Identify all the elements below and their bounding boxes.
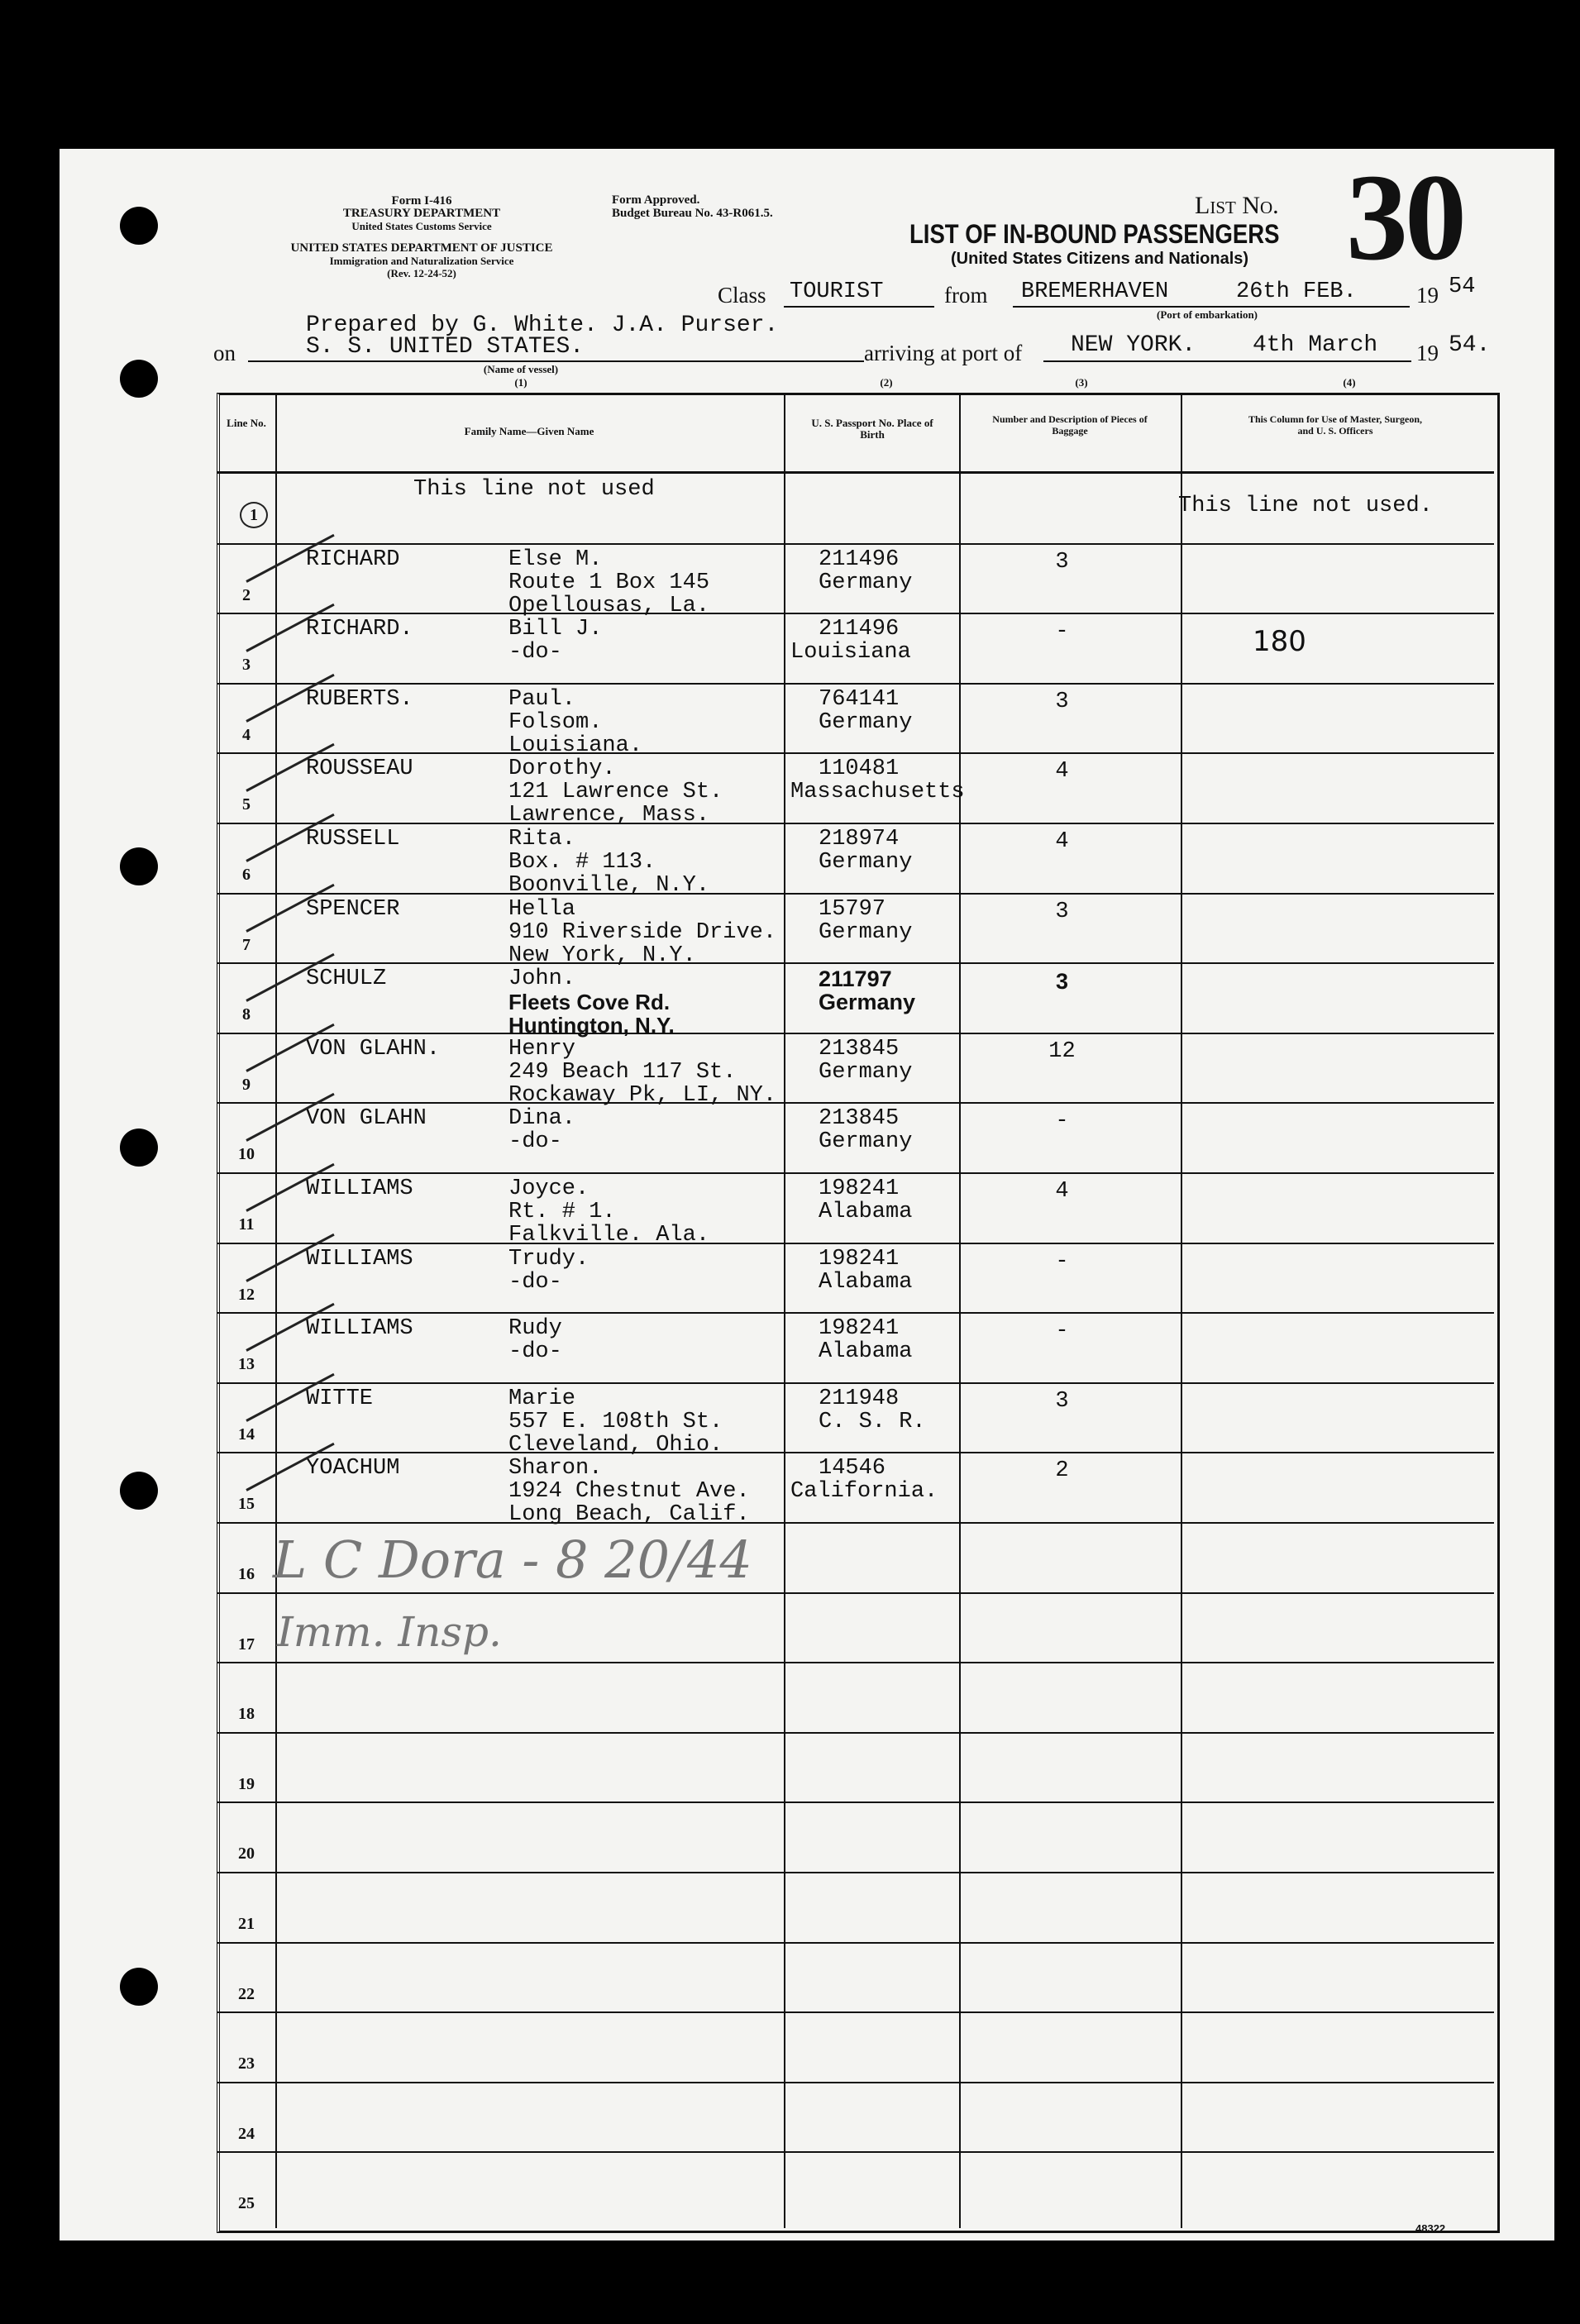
line-number: 6	[242, 866, 251, 884]
line-number: 20	[238, 1844, 255, 1863]
given-name-line: Marie	[508, 1386, 576, 1411]
family-name: YOACHUM	[306, 1456, 400, 1482]
passport-birthplace: Alabama	[819, 1339, 913, 1365]
col1-number: (1)	[514, 376, 527, 389]
given-name-line: 557 E. 108th St.	[508, 1409, 723, 1434]
given-name-line: Else M.	[508, 546, 603, 572]
passport-birthplace: Massachusetts	[790, 780, 965, 805]
row-rule	[217, 683, 1494, 685]
from-label: from	[944, 283, 988, 308]
arriving-label: arriving at port of	[864, 341, 1023, 365]
given-name-line: Boonville, N.Y.	[508, 873, 710, 898]
passport-birthplace: Germany	[819, 1059, 913, 1085]
departure-year: 54	[1449, 274, 1476, 299]
line-number: 21	[238, 1915, 255, 1933]
line-number: 10	[238, 1145, 255, 1164]
passport-birthplace: 211948	[819, 1386, 900, 1411]
class-underline	[784, 306, 934, 308]
family-name: RUSSELL	[306, 827, 400, 852]
baggage-count: -	[1055, 619, 1069, 645]
line-number: 19	[238, 1774, 255, 1793]
line-number: 24	[238, 2124, 255, 2143]
row-rule	[217, 1801, 1494, 1803]
line-number: 12	[238, 1285, 255, 1304]
given-name-line: Dorothy.	[508, 756, 616, 782]
row-rule	[217, 613, 1494, 614]
row-rule	[217, 1033, 1494, 1034]
baggage-count: 3	[1055, 689, 1069, 714]
row-rule	[217, 1452, 1494, 1453]
binder-hole	[120, 1472, 158, 1510]
line-number: 17	[238, 1634, 255, 1654]
col4-number: (4)	[1343, 376, 1356, 389]
passport-birthplace: Germany	[819, 1129, 913, 1155]
family-name: WILLIAMS	[306, 1316, 413, 1342]
baggage-count: 3	[1055, 899, 1069, 924]
given-name-line: Rockaway Pk, LI, NY.	[508, 1082, 777, 1108]
family-name: RICHARD	[306, 546, 400, 572]
passport-birthplace: 211797	[819, 966, 892, 992]
row-rule	[217, 1592, 1494, 1594]
row-rule	[217, 962, 1494, 964]
line-number: 8	[242, 1005, 251, 1024]
row-rule	[217, 893, 1494, 895]
family-name: VON GLAHN.	[306, 1036, 441, 1062]
inspector-title: Imm. Insp.	[277, 1608, 502, 1656]
header-line-no: Line No.	[227, 417, 266, 429]
baggage-count: 4	[1055, 759, 1069, 785]
given-name-line: Dina.	[508, 1106, 576, 1132]
passport-birthplace: 764141	[819, 686, 900, 712]
form-subtitle: (United States Citizens and Nationals)	[951, 250, 1249, 268]
passport-birthplace: 211496	[819, 546, 900, 572]
given-name-line: Rt. # 1.	[508, 1200, 616, 1224]
given-name-line: Opellousas, La.	[508, 593, 710, 618]
col-divider	[1181, 393, 1182, 2228]
embark-note: (Port of embarkation)	[1156, 308, 1258, 321]
binder-hole	[120, 1129, 158, 1167]
baggage-count: -	[1055, 1319, 1069, 1344]
row-rule	[217, 1872, 1494, 1873]
row-rule	[217, 1522, 1494, 1524]
from-value: BREMERHAVEN	[1021, 279, 1169, 304]
header-rule	[217, 471, 1494, 474]
given-name-line: Joyce.	[508, 1176, 590, 1201]
given-name-line: Rudy	[508, 1316, 562, 1342]
family-name: RUBERTS.	[306, 686, 413, 712]
family-name: VON GLAHN	[306, 1106, 427, 1132]
line-number: 1	[240, 502, 268, 528]
prepared-by: Prepared by G. White. J.A. Purser.	[306, 313, 779, 338]
baggage-count: -	[1055, 1248, 1069, 1274]
line-number: 16	[238, 1565, 255, 1583]
family-name: WITTE	[306, 1386, 374, 1411]
given-name-line: This line not used	[413, 477, 655, 502]
header-passport: U. S. Passport No. Place of Birth	[811, 417, 933, 441]
given-name-line: -do-	[508, 640, 562, 666]
passport-birthplace: Germany	[819, 709, 913, 735]
given-name-line: Lawrence, Mass.	[508, 803, 710, 828]
form-revision: (Rev. 12-24-52)	[387, 267, 456, 279]
passport-birthplace: 213845	[819, 1106, 900, 1132]
on-label: on	[213, 341, 236, 365]
row-rule	[217, 1662, 1494, 1663]
passport-birthplace: Germany	[819, 850, 913, 875]
family-name: WILLIAMS	[306, 1176, 413, 1201]
vessel-note: (Name of vessel)	[483, 363, 559, 375]
treasury-dept: TREASURY DEPARTMENT	[342, 207, 501, 220]
line-number: 7	[242, 935, 251, 954]
budget-bureau: Budget Bureau No. 43-R061.5.	[612, 207, 773, 220]
passport-birthplace: 198241	[819, 1246, 900, 1272]
given-name-line: Henry	[508, 1036, 576, 1062]
line-number: 11	[238, 1215, 255, 1234]
baggage-count: -	[1055, 1109, 1069, 1134]
passport-birthplace: 15797	[819, 896, 886, 922]
passport-birthplace: 14546	[819, 1456, 886, 1482]
year-prefix-arrive: 19	[1416, 341, 1439, 365]
row-rule	[217, 1382, 1494, 1384]
footer-code: 48322	[1415, 2222, 1446, 2235]
given-name-line: Trudy.	[508, 1246, 590, 1272]
given-name-line: Long Beach, Calif.	[508, 1502, 750, 1528]
inspector-signature: L C Dora - 8 20/44	[273, 1529, 752, 1590]
baggage-count: 2	[1055, 1458, 1069, 1484]
row-rule	[217, 2011, 1494, 2013]
given-name-line: Fleets Cove Rd.	[508, 990, 671, 1015]
year-prefix-from: 19	[1416, 283, 1439, 308]
given-name-line: Route 1 Box 145	[508, 570, 710, 595]
col-divider	[275, 393, 277, 2228]
col-divider	[959, 393, 961, 2228]
col3-number: (3)	[1075, 376, 1088, 389]
departure-date: 26th FEB.	[1236, 279, 1357, 304]
arrival-year: 54.	[1449, 332, 1491, 358]
row-rule	[217, 1312, 1494, 1314]
passport-birthplace: Alabama	[819, 1269, 913, 1295]
line-number: 9	[242, 1075, 251, 1094]
header-baggage: Number and Description of Pieces of Baggage	[992, 413, 1148, 437]
given-name-line: Falkville. Ala.	[508, 1223, 710, 1248]
family-name: ROUSSEAU	[306, 756, 413, 782]
col2-number: (2)	[880, 376, 893, 389]
vessel-name: S. S. UNITED STATES.	[306, 334, 585, 360]
line-number: 22	[238, 1984, 255, 2003]
line-number: 15	[238, 1495, 255, 1514]
baggage-count: 4	[1055, 829, 1069, 854]
given-name-line: Cleveland, Ohio.	[508, 1432, 723, 1458]
given-name-line: Box. # 113.	[508, 850, 656, 875]
from-underline	[1013, 306, 1410, 308]
port-underline	[1043, 360, 1411, 362]
family-name: SPENCER	[306, 896, 400, 922]
passport-birthplace: Louisiana	[790, 640, 911, 666]
row-rule	[217, 752, 1494, 754]
row-rule	[217, 543, 1494, 545]
header-officers: This Column for Use of Master, Surgeon, and U. S. Officers	[1248, 413, 1422, 437]
passport-birthplace: 110481	[819, 756, 900, 782]
list-number: 30	[1346, 149, 1463, 286]
header-name: Family Name—Given Name	[464, 425, 594, 437]
row-rule	[217, 1732, 1494, 1734]
list-no-label: List No.	[1195, 192, 1279, 219]
row-rule	[217, 2082, 1494, 2083]
passport-birthplace: 218974	[819, 827, 900, 852]
customs-service: United States Customs Service	[351, 220, 492, 232]
baggage-count: 3	[1055, 1388, 1069, 1414]
passport-birthplace: Germany	[819, 570, 913, 595]
given-name-line: Folsom.	[508, 709, 603, 735]
baggage-count: 3	[1055, 969, 1069, 995]
passport-birthplace: C. S. R.	[819, 1409, 926, 1434]
passport-birthplace: Germany	[819, 990, 916, 1015]
given-name-line: New York, N.Y.	[508, 942, 696, 968]
vessel-underline	[248, 360, 864, 362]
given-name-line: -do-	[508, 1129, 562, 1155]
passport-birthplace: Germany	[819, 919, 913, 945]
baggage-count: 4	[1055, 1179, 1069, 1204]
ins-service: Immigration and Naturalization Service	[329, 255, 514, 267]
line-number: 5	[242, 795, 251, 814]
class-label: Class	[718, 283, 766, 308]
binder-hole	[120, 207, 158, 245]
given-name-line: Paul.	[508, 686, 576, 712]
line-number: 13	[238, 1355, 255, 1374]
passport-birthplace: 213845	[819, 1036, 900, 1062]
class-value: TOURIST	[790, 279, 884, 304]
passport-birthplace: California.	[790, 1479, 938, 1505]
line-number: 4	[242, 725, 251, 744]
line-number: 2	[242, 585, 251, 604]
given-name-line: -do-	[508, 1269, 562, 1295]
baggage-count: 12	[1048, 1038, 1076, 1064]
passport-birthplace: Alabama	[819, 1200, 913, 1224]
line-number: 25	[238, 2194, 255, 2213]
row-rule	[217, 1942, 1494, 1944]
row-rule	[217, 2151, 1494, 2153]
arrival-date: 4th March	[1253, 332, 1378, 358]
line-number: 3	[242, 656, 251, 675]
row-rule	[217, 1243, 1494, 1244]
line-number: 23	[238, 2054, 255, 2073]
given-name-line: -do-	[508, 1339, 562, 1365]
family-name: SCHULZ	[306, 966, 387, 992]
binder-hole	[120, 847, 158, 885]
given-name-line: 910 Riverside Drive.	[508, 919, 777, 945]
given-name-line: Huntington, N.Y.	[508, 1013, 675, 1038]
given-name-line: Bill J.	[508, 617, 603, 642]
justice-dept: UNITED STATES DEPARTMENT OF JUSTICE	[290, 241, 553, 255]
given-name-line: Sharon.	[508, 1456, 603, 1482]
passport-birthplace: 211496	[819, 617, 900, 642]
row-rule	[217, 1102, 1494, 1104]
given-name-line: Hella	[508, 896, 576, 922]
given-name-line: Louisiana.	[508, 733, 643, 758]
family-name: WILLIAMS	[306, 1246, 413, 1272]
family-name: RICHARD.	[306, 617, 413, 642]
binder-hole	[120, 1968, 158, 2006]
given-name-line: 1924 Chestnut Ave.	[508, 1479, 750, 1505]
passport-birthplace: 198241	[819, 1316, 900, 1342]
baggage-count: 3	[1055, 549, 1069, 575]
arrival-port: NEW YORK.	[1071, 332, 1196, 358]
given-name-line: 249 Beach 117 St.	[508, 1059, 737, 1085]
col-divider	[784, 393, 785, 2228]
row-rule	[217, 823, 1494, 824]
form-number: Form I-416	[391, 194, 452, 208]
given-name-line: 121 Lawrence St.	[508, 780, 723, 805]
officer-note: 180	[1253, 625, 1306, 659]
line-number: 14	[238, 1424, 255, 1444]
row-rule	[217, 1172, 1494, 1174]
passport-birthplace: 198241	[819, 1176, 900, 1201]
form-title: LIST OF IN-BOUND PASSENGERS	[909, 219, 1280, 249]
officer-note: This line not used.	[1178, 494, 1433, 518]
binder-hole	[120, 360, 158, 398]
form-approved: Form Approved.	[612, 193, 700, 207]
line-number: 18	[238, 1705, 255, 1724]
given-name-line: John.	[508, 966, 576, 992]
given-name-line: Rita.	[508, 827, 576, 852]
